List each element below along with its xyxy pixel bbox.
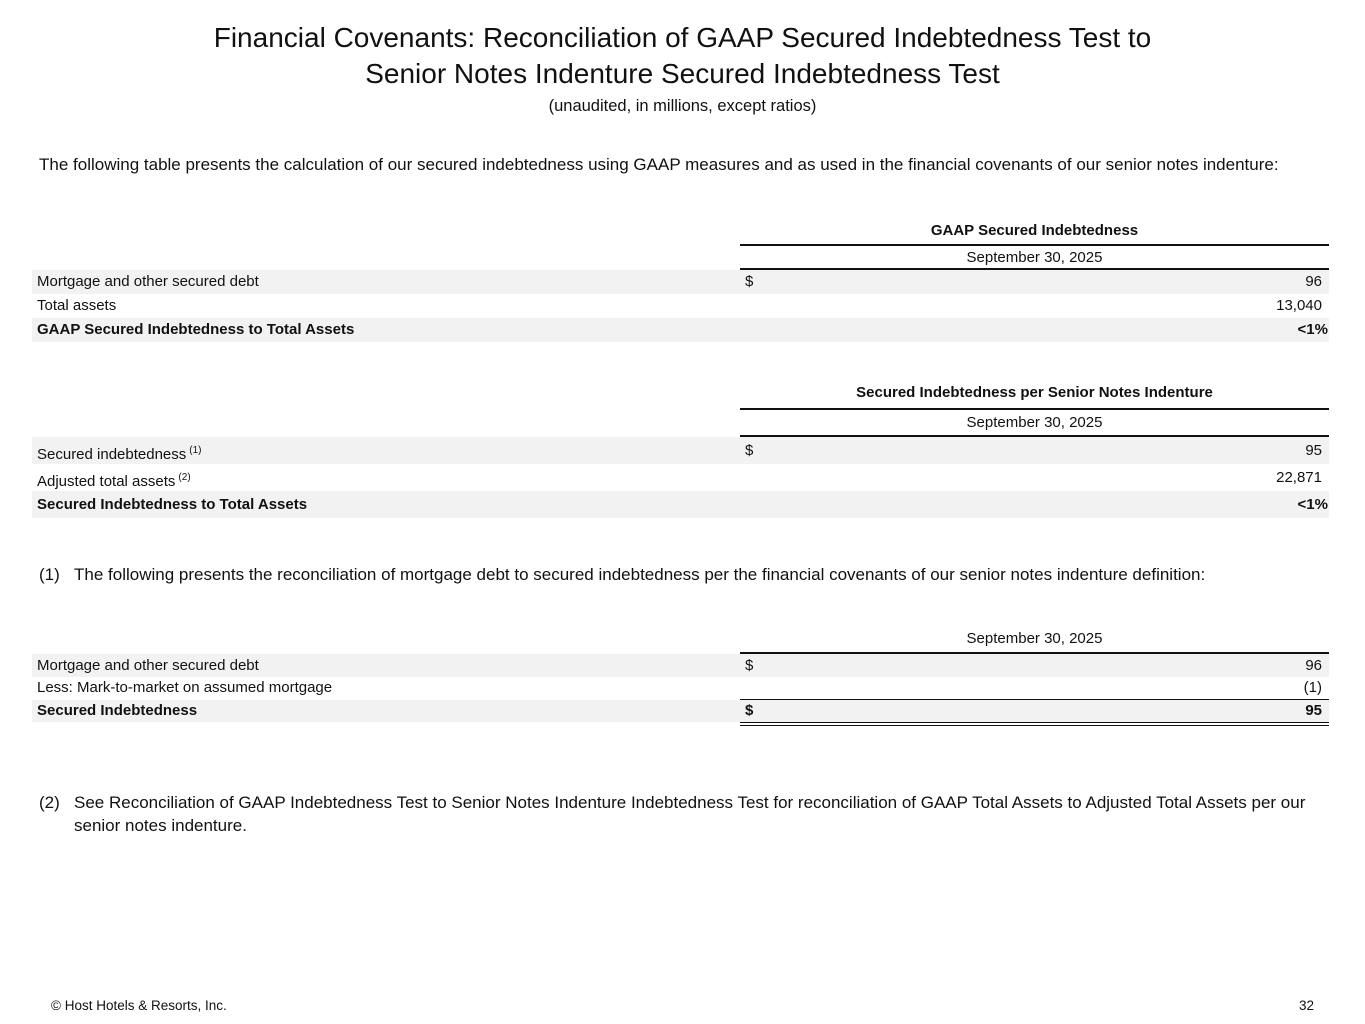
- intro-paragraph: The following table presents the calculation of our secured indebtedness using GAAP measures and as used in the financial covenants of our senior notes indenture:: [39, 155, 1279, 174]
- row-value: 96: [1305, 657, 1322, 674]
- table2-heading: Secured Indebtedness per Senior Notes Indenture: [856, 384, 1213, 401]
- footnote-2: [39, 791, 1329, 839]
- table2-date-header: September 30, 2025: [740, 408, 1329, 431]
- row-label: Mortgage and other secured debt: [37, 657, 259, 674]
- row-value: <1%: [1297, 321, 1328, 338]
- table-row: [32, 294, 1329, 318]
- table-row: [32, 654, 1329, 677]
- row-label-text: Adjusted total assets: [37, 473, 176, 490]
- currency-symbol: $: [745, 657, 754, 674]
- page-number: 32: [1298, 998, 1314, 1013]
- row-value: <1%: [1297, 496, 1328, 513]
- currency-symbol: $: [745, 273, 754, 290]
- table-row-total: [32, 318, 1329, 342]
- total-double-rule: [740, 722, 1329, 726]
- row-label: Total assets: [37, 297, 117, 314]
- footer-copyright: © Host Hotels & Resorts, Inc.: [51, 998, 227, 1013]
- row-value: 95: [1305, 702, 1322, 719]
- footnote-number: (2): [39, 793, 60, 812]
- table-row-total: [32, 700, 1329, 722]
- page-title-line-1: Financial Covenants: Reconciliation of GAAP Secured Indebtedness Test to: [213, 22, 1152, 53]
- table1-date-header: September 30, 2025: [740, 244, 1329, 266]
- table-row: [32, 437, 1329, 464]
- gaap-secured-indebtedness-table: [32, 220, 1329, 344]
- table-row-total: [32, 491, 1329, 518]
- table3-date-header: September 30, 2025: [966, 630, 1103, 647]
- footnote-number: (1): [39, 565, 60, 584]
- footnote-marker: (2): [178, 472, 191, 483]
- row-label-text: Secured indebtedness: [37, 446, 187, 463]
- page-title-line-2: Senior Notes Indenture Secured Indebtedness Test: [365, 58, 1000, 89]
- row-value: (1): [1303, 679, 1322, 696]
- table1-heading: GAAP Secured Indebtedness: [930, 222, 1139, 239]
- row-value: 22,871: [1276, 469, 1322, 486]
- footnote-marker: (1): [189, 445, 202, 456]
- row-label: GAAP Secured Indebtedness to Total Assets: [37, 321, 355, 338]
- secured-indebtedness-reconciliation-table: [32, 628, 1329, 728]
- row-label: Less: Mark-to-market on assumed mortgage: [37, 679, 333, 696]
- table-row: [32, 677, 1329, 699]
- currency-symbol: $: [745, 442, 754, 459]
- table-row: [32, 464, 1329, 491]
- row-value: 95: [1305, 442, 1322, 459]
- footnote-text: See Reconciliation of GAAP Indebtedness Test to Senior Notes Indenture Indebtedness Test for reconciliation of GAAP Total Assets to Adjusted Total Assets per our senior notes indenture.: [74, 793, 1306, 835]
- footnote-1: [39, 563, 1329, 587]
- currency-symbol: $: [745, 702, 754, 719]
- row-label: Secured Indebtedness: [37, 702, 198, 719]
- footnote-text: The following presents the reconciliation of mortgage debt to secured indebtedness per the financial covenants of our senior notes indenture definition:: [74, 565, 1206, 584]
- row-value: 96: [1305, 273, 1322, 290]
- senior-notes-secured-indebtedness-table: [32, 382, 1329, 518]
- row-value: 13,040: [1276, 297, 1322, 314]
- row-label: Secured Indebtedness to Total Assets: [37, 496, 308, 513]
- row-label: Mortgage and other secured debt: [37, 273, 259, 290]
- table-row: [32, 270, 1329, 294]
- page-title: [0, 20, 1365, 92]
- page-subtitle: (unaudited, in millions, except ratios): [548, 97, 817, 115]
